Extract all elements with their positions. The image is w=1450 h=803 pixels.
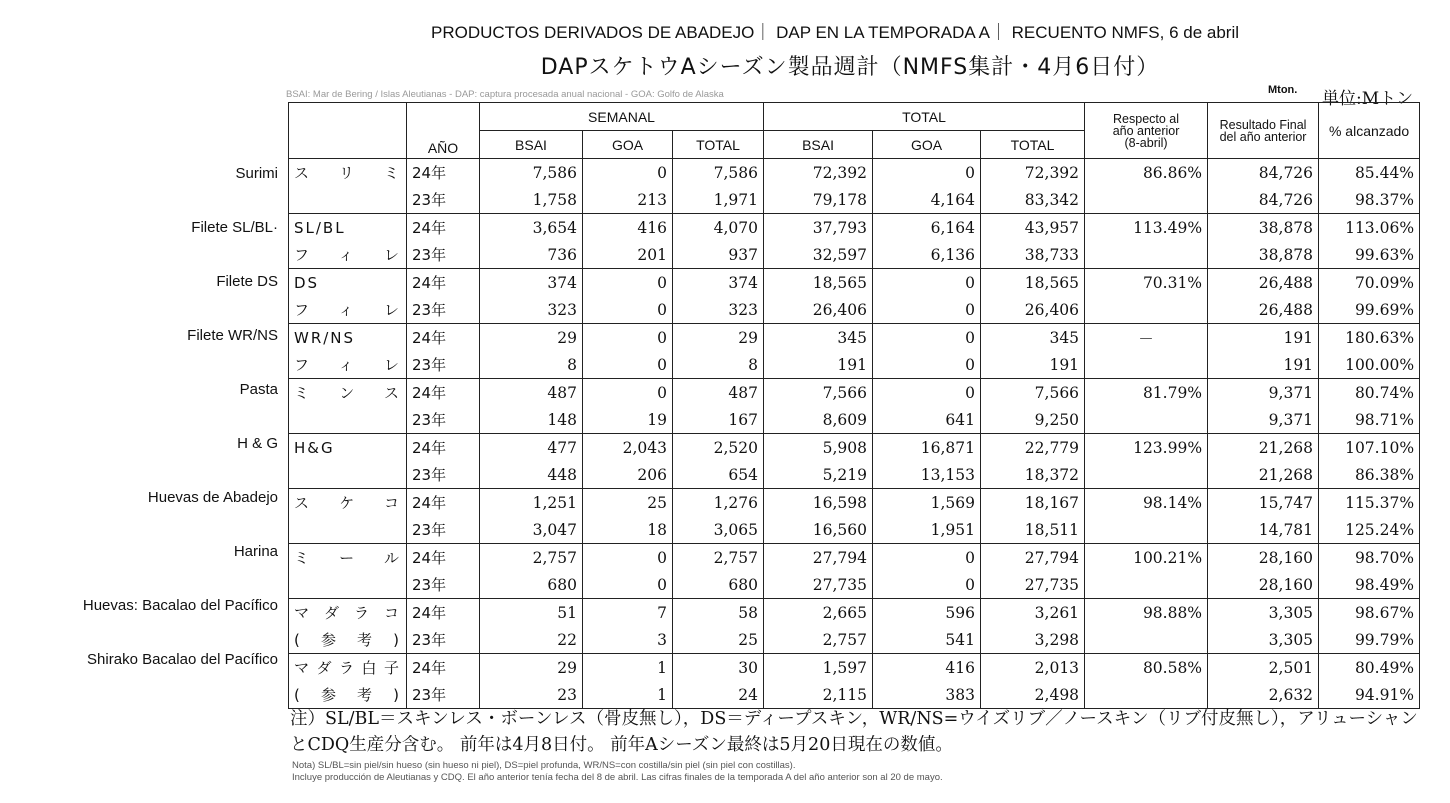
total-bsai-cell: 2,665 — [764, 599, 873, 627]
total-goa-cell: 0 — [873, 269, 981, 297]
respecto-cell: 123.99% — [1085, 434, 1208, 462]
total-total-cell: 18,565 — [981, 269, 1085, 297]
year-cell: 24年 — [407, 159, 480, 187]
total-total-cell: 7,566 — [981, 379, 1085, 407]
total-goa-cell: 541 — [873, 626, 981, 654]
unit-label-japanese: 単位:Mトン — [1322, 89, 1414, 109]
total-total-cell: 26,406 — [981, 296, 1085, 324]
total-bsai-cell: 26,406 — [764, 296, 873, 324]
footnote-spanish-line-1: Nota) SL/BL=sin piel/sin hueso (sin hueso ni piel), DS=piel profunda, WR/NS=con costilla/sin piel (sin piel con costillas). — [292, 760, 796, 771]
weekly-goa-cell: 206 — [583, 461, 673, 489]
weekly-bsai-cell: 487 — [480, 379, 583, 407]
weekly-total-cell: 24 — [673, 681, 764, 709]
product-japanese-name — [289, 571, 407, 599]
product-label: Shirako Bacalao del Pacífico — [87, 651, 278, 668]
product-japanese-name — [289, 186, 407, 214]
resultado-cell: 14,781 — [1208, 516, 1319, 544]
weekly-bsai-cell: 2,757 — [480, 544, 583, 572]
year-cell: 23年 — [407, 296, 480, 324]
respecto-cell: 80.58% — [1085, 654, 1208, 682]
year-cell: 24年 — [407, 544, 480, 572]
resultado-cell: 84,726 — [1208, 186, 1319, 214]
alcanzado-cell: 98.71% — [1319, 406, 1420, 434]
weekly-bsai-cell: 3,047 — [480, 516, 583, 544]
footnote-japanese: 注）SL/BL＝スキンレス・ボーンレス（骨皮無し），DS＝ディープスキン，WR/NS=ウイズリブ／ノースキン（リブ付皮無し），アリューシャンとCDQ生産分含む。 前年は4月8日付。 前年Aシーズン最終は5月20日現在の数値。 — [290, 709, 1418, 755]
table-row — [289, 351, 1420, 379]
resultado-cell: 9,371 — [1208, 406, 1319, 434]
table-row — [289, 461, 1420, 489]
product-label: Harina — [233, 543, 278, 560]
product-japanese-name: H&G — [289, 434, 407, 462]
total-total-cell: 72,392 — [981, 159, 1085, 187]
total-goa-cell: 0 — [873, 296, 981, 324]
resultado-cell: 3,305 — [1208, 599, 1319, 627]
table-row — [289, 654, 1420, 682]
weekly-goa-cell: 19 — [583, 406, 673, 434]
product-japanese-name — [289, 461, 407, 489]
year-cell: 23年 — [407, 626, 480, 654]
product-label: Huevas de Abadejo — [147, 489, 278, 506]
alcanzado-cell: 94.91% — [1319, 681, 1420, 709]
weekly-bsai-cell: 1,758 — [480, 186, 583, 214]
total-total-cell: 18,372 — [981, 461, 1085, 489]
respecto-cell — [1085, 571, 1208, 599]
alcanzado-cell: 99.63% — [1319, 241, 1420, 269]
weekly-total-cell: 58 — [673, 599, 764, 627]
alcanzado-cell: 100.00% — [1319, 351, 1420, 379]
year-cell: 23年 — [407, 241, 480, 269]
total-total-cell: 345 — [981, 324, 1085, 352]
header-total-total: TOTAL — [981, 131, 1085, 159]
total-total-cell: 3,261 — [981, 599, 1085, 627]
weekly-goa-cell: 0 — [583, 379, 673, 407]
weekly-bsai-cell: 8 — [480, 351, 583, 379]
total-bsai-cell: 16,560 — [764, 516, 873, 544]
table-body — [289, 159, 1420, 709]
respecto-cell — [1085, 626, 1208, 654]
table-row — [289, 296, 1420, 324]
total-total-cell: 27,794 — [981, 544, 1085, 572]
total-total-cell: 191 — [981, 351, 1085, 379]
total-bsai-cell: 27,735 — [764, 571, 873, 599]
weekly-bsai-cell: 680 — [480, 571, 583, 599]
respecto-cell: 98.14% — [1085, 489, 1208, 517]
page-title-japanese: DAPスケトウAシーズン製品週計（NMFS集計・4月6日付） — [540, 55, 1160, 80]
resultado-cell: 38,878 — [1208, 241, 1319, 269]
weekly-goa-cell: 201 — [583, 241, 673, 269]
table-row — [289, 544, 1420, 572]
total-total-cell: 27,735 — [981, 571, 1085, 599]
total-bsai-cell: 72,392 — [764, 159, 873, 187]
product-label: H & G — [237, 435, 278, 452]
product-japanese-name: マダラ白子 — [289, 654, 407, 682]
respecto-cell — [1085, 241, 1208, 269]
weekly-total-cell: 3,065 — [673, 516, 764, 544]
total-total-cell: 18,167 — [981, 489, 1085, 517]
resultado-cell: 28,160 — [1208, 571, 1319, 599]
total-goa-cell: 0 — [873, 324, 981, 352]
resultado-cell: 21,268 — [1208, 434, 1319, 462]
total-bsai-cell: 345 — [764, 324, 873, 352]
resultado-cell: 26,488 — [1208, 296, 1319, 324]
year-cell: 24年 — [407, 324, 480, 352]
resultado-cell: 84,726 — [1208, 159, 1319, 187]
alcanzado-cell: 70.09% — [1319, 269, 1420, 297]
year-cell: 24年 — [407, 379, 480, 407]
year-cell: 23年 — [407, 406, 480, 434]
weekly-total-cell: 680 — [673, 571, 764, 599]
respecto-cell — [1085, 186, 1208, 214]
product-label: Huevas: Bacalao del Pacífico — [82, 597, 278, 614]
total-bsai-cell: 79,178 — [764, 186, 873, 214]
weekly-total-cell: 1,971 — [673, 186, 764, 214]
table-row — [289, 214, 1420, 242]
weekly-total-cell: 2,520 — [673, 434, 764, 462]
header-total: TOTAL — [764, 103, 1085, 131]
weekly-total-cell: 2,757 — [673, 544, 764, 572]
weekly-goa-cell: 213 — [583, 186, 673, 214]
resultado-cell: 3,305 — [1208, 626, 1319, 654]
weekly-bsai-cell: 374 — [480, 269, 583, 297]
alcanzado-cell: 98.70% — [1319, 544, 1420, 572]
alcanzado-cell: 98.37% — [1319, 186, 1420, 214]
weekly-bsai-cell: 23 — [480, 681, 583, 709]
total-goa-cell: 0 — [873, 571, 981, 599]
total-goa-cell: 641 — [873, 406, 981, 434]
page-title: PRODUCTOS DERIVADOS DE ABADEJO｜ DAP EN LA TEMPORADA A｜ RECUENTO NMFS, 6 de abril — [430, 23, 1240, 42]
year-cell: 24年 — [407, 269, 480, 297]
year-cell: 23年 — [407, 516, 480, 544]
production-table — [288, 102, 1420, 709]
year-cell: 24年 — [407, 434, 480, 462]
table-row — [289, 269, 1420, 297]
total-bsai-cell: 191 — [764, 351, 873, 379]
alcanzado-cell: 86.38% — [1319, 461, 1420, 489]
weekly-bsai-cell: 448 — [480, 461, 583, 489]
product-japanese-name: (参考) — [289, 626, 407, 654]
resultado-cell: 9,371 — [1208, 379, 1319, 407]
weekly-goa-cell: 1 — [583, 681, 673, 709]
table-row — [289, 241, 1420, 269]
weekly-bsai-cell: 323 — [480, 296, 583, 324]
respecto-cell — [1085, 681, 1208, 709]
weekly-bsai-cell: 22 — [480, 626, 583, 654]
weekly-goa-cell: 3 — [583, 626, 673, 654]
total-goa-cell: 596 — [873, 599, 981, 627]
weekly-goa-cell: 0 — [583, 269, 673, 297]
resultado-cell: 2,632 — [1208, 681, 1319, 709]
product-label: Filete SL/BL· — [191, 219, 278, 236]
total-bsai-cell: 5,908 — [764, 434, 873, 462]
weekly-goa-cell: 18 — [583, 516, 673, 544]
alcanzado-cell: 113.06% — [1319, 214, 1420, 242]
product-japanese-name: マダラコ — [289, 599, 407, 627]
product-japanese-name: スリミ — [289, 159, 407, 187]
product-japanese-name: フィレ — [289, 241, 407, 269]
weekly-goa-cell: 416 — [583, 214, 673, 242]
product-japanese-name — [289, 516, 407, 544]
header-total-bsai: BSAI — [764, 131, 873, 159]
header-respecto: Respecto al año anterior (8-abril) — [1085, 103, 1208, 159]
total-goa-cell: 6,164 — [873, 214, 981, 242]
total-total-cell: 3,298 — [981, 626, 1085, 654]
alcanzado-cell: 80.49% — [1319, 654, 1420, 682]
respecto-cell: 81.79% — [1085, 379, 1208, 407]
header-year: AÑO — [407, 103, 480, 159]
weekly-bsai-cell: 7,586 — [480, 159, 583, 187]
product-japanese-name: フィレ — [289, 351, 407, 379]
total-total-cell: 83,342 — [981, 186, 1085, 214]
table-row — [289, 159, 1420, 187]
product-japanese-name: ミール — [289, 544, 407, 572]
alcanzado-cell: 115.37% — [1319, 489, 1420, 517]
total-total-cell: 38,733 — [981, 241, 1085, 269]
respecto-cell: 113.49% — [1085, 214, 1208, 242]
respecto-cell: 86.86% — [1085, 159, 1208, 187]
product-label: Surimi — [235, 165, 278, 182]
weekly-total-cell: 323 — [673, 296, 764, 324]
weekly-goa-cell: 0 — [583, 159, 673, 187]
resultado-cell: 191 — [1208, 324, 1319, 352]
total-goa-cell: 1,569 — [873, 489, 981, 517]
respecto-cell: 98.88% — [1085, 599, 1208, 627]
product-japanese-name: DS — [289, 269, 407, 297]
weekly-bsai-cell: 148 — [480, 406, 583, 434]
total-bsai-cell: 1,597 — [764, 654, 873, 682]
table-row — [289, 434, 1420, 462]
product-japanese-name: ミンス — [289, 379, 407, 407]
total-total-cell: 2,013 — [981, 654, 1085, 682]
year-cell: 24年 — [407, 599, 480, 627]
total-goa-cell: 1,951 — [873, 516, 981, 544]
weekly-bsai-cell: 736 — [480, 241, 583, 269]
product-japanese-name: (参考) — [289, 681, 407, 709]
alcanzado-cell: 80.74% — [1319, 379, 1420, 407]
weekly-bsai-cell: 51 — [480, 599, 583, 627]
alcanzado-cell: 98.49% — [1319, 571, 1420, 599]
weekly-total-cell: 7,586 — [673, 159, 764, 187]
weekly-total-cell: 167 — [673, 406, 764, 434]
abbreviation-note: BSAI: Mar de Bering / Islas Aleutianas - DAP: captura procesada anual nacional - GOA: Golfo de Alaska — [286, 89, 724, 100]
resultado-cell: 2,501 — [1208, 654, 1319, 682]
header-semanal-total: TOTAL — [673, 131, 764, 159]
respecto-cell — [1085, 516, 1208, 544]
resultado-cell: 21,268 — [1208, 461, 1319, 489]
weekly-goa-cell: 2,043 — [583, 434, 673, 462]
respecto-cell: － — [1085, 324, 1208, 352]
table-row — [289, 626, 1420, 654]
weekly-total-cell: 8 — [673, 351, 764, 379]
total-bsai-cell: 8,609 — [764, 406, 873, 434]
unit-label: Mton. — [1268, 84, 1298, 96]
total-goa-cell: 383 — [873, 681, 981, 709]
header-alcanzado: % alcanzado — [1319, 103, 1420, 159]
respecto-cell — [1085, 406, 1208, 434]
weekly-goa-cell: 0 — [583, 324, 673, 352]
alcanzado-cell: 98.67% — [1319, 599, 1420, 627]
total-goa-cell: 4,164 — [873, 186, 981, 214]
table-row — [289, 406, 1420, 434]
total-bsai-cell: 5,219 — [764, 461, 873, 489]
total-goa-cell: 0 — [873, 351, 981, 379]
product-japanese-name: フィレ — [289, 296, 407, 324]
total-goa-cell: 416 — [873, 654, 981, 682]
table-row — [289, 324, 1420, 352]
header-semanal-bsai: BSAI — [480, 131, 583, 159]
total-total-cell: 22,779 — [981, 434, 1085, 462]
weekly-total-cell: 374 — [673, 269, 764, 297]
weekly-goa-cell: 7 — [583, 599, 673, 627]
header-product-jp — [289, 103, 407, 159]
alcanzado-cell: 99.79% — [1319, 626, 1420, 654]
alcanzado-cell: 180.63% — [1319, 324, 1420, 352]
total-total-cell: 9,250 — [981, 406, 1085, 434]
total-bsai-cell: 2,115 — [764, 681, 873, 709]
total-total-cell: 43,957 — [981, 214, 1085, 242]
resultado-cell: 26,488 — [1208, 269, 1319, 297]
weekly-total-cell: 29 — [673, 324, 764, 352]
total-bsai-cell: 7,566 — [764, 379, 873, 407]
table-row — [289, 489, 1420, 517]
alcanzado-cell: 107.10% — [1319, 434, 1420, 462]
table-row — [289, 571, 1420, 599]
respecto-cell — [1085, 296, 1208, 324]
product-japanese-name — [289, 406, 407, 434]
year-cell: 24年 — [407, 489, 480, 517]
weekly-total-cell: 25 — [673, 626, 764, 654]
resultado-cell: 15,747 — [1208, 489, 1319, 517]
weekly-bsai-cell: 29 — [480, 654, 583, 682]
alcanzado-cell: 99.69% — [1319, 296, 1420, 324]
weekly-goa-cell: 0 — [583, 571, 673, 599]
resultado-cell: 191 — [1208, 351, 1319, 379]
total-bsai-cell: 2,757 — [764, 626, 873, 654]
total-goa-cell: 0 — [873, 544, 981, 572]
total-bsai-cell: 16,598 — [764, 489, 873, 517]
product-label: Filete WR/NS — [187, 327, 278, 344]
table-row — [289, 379, 1420, 407]
year-cell: 23年 — [407, 186, 480, 214]
year-cell: 24年 — [407, 214, 480, 242]
header-total-goa: GOA — [873, 131, 981, 159]
weekly-bsai-cell: 477 — [480, 434, 583, 462]
header-semanal-goa: GOA — [583, 131, 673, 159]
weekly-total-cell: 1,276 — [673, 489, 764, 517]
weekly-goa-cell: 0 — [583, 296, 673, 324]
header-semanal: SEMANAL — [480, 103, 764, 131]
weekly-total-cell: 654 — [673, 461, 764, 489]
product-japanese-name: WR/NS — [289, 324, 407, 352]
respecto-cell — [1085, 461, 1208, 489]
year-cell: 23年 — [407, 571, 480, 599]
respecto-cell — [1085, 351, 1208, 379]
alcanzado-cell: 85.44% — [1319, 159, 1420, 187]
weekly-total-cell: 487 — [673, 379, 764, 407]
resultado-cell: 28,160 — [1208, 544, 1319, 572]
footnote-spanish — [292, 760, 1412, 784]
year-cell: 23年 — [407, 681, 480, 709]
footnote-spanish-line-2: Incluye producción de Aleutianas y CDQ. El año anterior tenía fecha del 8 de abril. Las cifras finales de la temporada A del año anterior son al 20 de mayo. — [292, 772, 943, 783]
table-row — [289, 186, 1420, 214]
total-bsai-cell: 37,793 — [764, 214, 873, 242]
table-row — [289, 599, 1420, 627]
weekly-total-cell: 4,070 — [673, 214, 764, 242]
table-row — [289, 516, 1420, 544]
weekly-bsai-cell: 29 — [480, 324, 583, 352]
table-row — [289, 681, 1420, 709]
total-goa-cell: 6,136 — [873, 241, 981, 269]
alcanzado-cell: 125.24% — [1319, 516, 1420, 544]
total-goa-cell: 0 — [873, 159, 981, 187]
product-japanese-name: スケコ — [289, 489, 407, 517]
respecto-cell: 100.21% — [1085, 544, 1208, 572]
weekly-goa-cell: 0 — [583, 351, 673, 379]
year-cell: 24年 — [407, 654, 480, 682]
weekly-total-cell: 937 — [673, 241, 764, 269]
total-total-cell: 18,511 — [981, 516, 1085, 544]
year-cell: 23年 — [407, 461, 480, 489]
resultado-cell: 38,878 — [1208, 214, 1319, 242]
product-japanese-name: SL/BL — [289, 214, 407, 242]
header-resultado: Resultado Final del año anterior — [1208, 103, 1319, 159]
product-label: Filete DS — [216, 273, 278, 290]
product-label: Pasta — [239, 381, 278, 398]
weekly-bsai-cell: 3,654 — [480, 214, 583, 242]
total-goa-cell: 13,153 — [873, 461, 981, 489]
weekly-bsai-cell: 1,251 — [480, 489, 583, 517]
total-goa-cell: 16,871 — [873, 434, 981, 462]
weekly-total-cell: 30 — [673, 654, 764, 682]
weekly-goa-cell: 25 — [583, 489, 673, 517]
total-goa-cell: 0 — [873, 379, 981, 407]
weekly-goa-cell: 1 — [583, 654, 673, 682]
year-cell: 23年 — [407, 351, 480, 379]
total-bsai-cell: 27,794 — [764, 544, 873, 572]
total-total-cell: 2,498 — [981, 681, 1085, 709]
weekly-goa-cell: 0 — [583, 544, 673, 572]
respecto-cell: 70.31% — [1085, 269, 1208, 297]
total-bsai-cell: 32,597 — [764, 241, 873, 269]
total-bsai-cell: 18,565 — [764, 269, 873, 297]
